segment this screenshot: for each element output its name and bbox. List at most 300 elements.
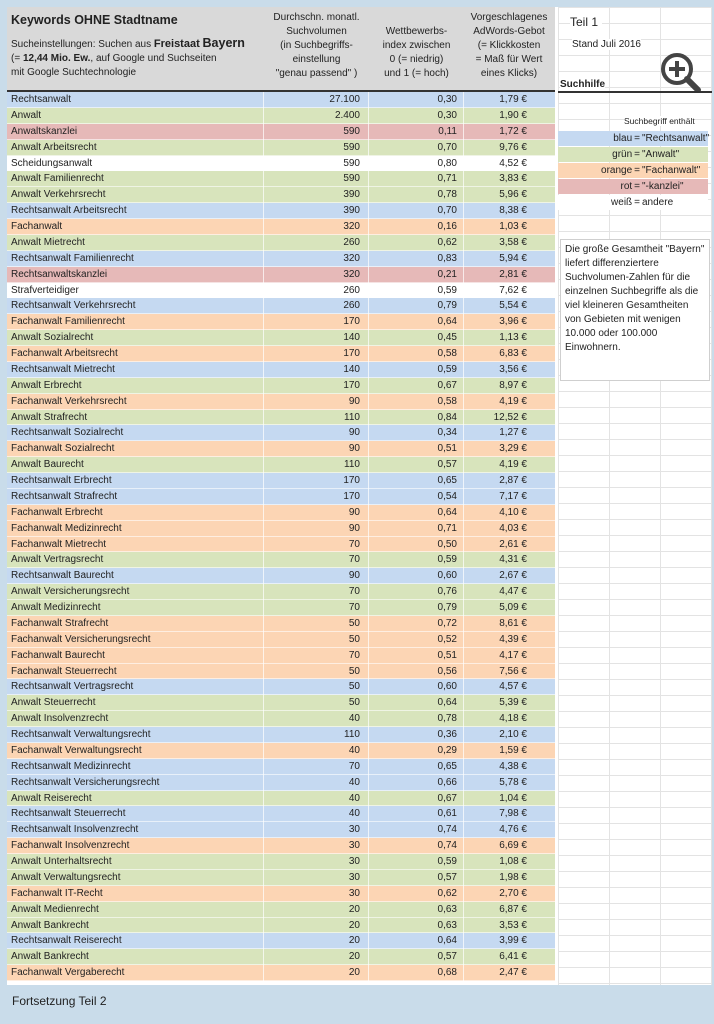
competition-cell: 0,65	[437, 475, 457, 486]
volume-cell: 140	[343, 363, 360, 375]
table-row	[7, 870, 555, 886]
competition-cell: 0,63	[437, 919, 457, 931]
keyword-cell: Rechtsanwalt Reiserecht	[11, 935, 122, 947]
cpc-cell: 4,10 €	[499, 506, 527, 518]
table-row	[7, 156, 555, 172]
table-row	[7, 775, 555, 791]
column-header-line: Durchschn. monatl.	[273, 12, 360, 23]
legend-key-text: rot	[620, 181, 633, 192]
cpc-cell: 3,83 €	[499, 173, 527, 185]
competition-cell: 0,64	[437, 506, 457, 518]
table-row	[7, 552, 555, 568]
volume-cell: 110	[344, 729, 360, 740]
technology-info: mit Google Suchtechnologie	[11, 67, 137, 78]
keyword-cell: Fachanwalt Medizinrecht	[11, 522, 122, 534]
competition-cell: 0,45	[437, 332, 457, 344]
column-divider	[368, 92, 369, 985]
keyword-cell: Anwalt Versicherungsrecht	[11, 586, 130, 598]
legend-key-text: blau	[613, 133, 633, 144]
competition-cell: 0,70	[437, 205, 457, 217]
competition-cell: 0,36	[437, 729, 457, 740]
cpc-cell: 1,98 €	[499, 871, 527, 883]
keyword-cell: Fachanwalt Familienrecht	[11, 316, 125, 328]
zoom-in-icon[interactable]	[658, 51, 702, 95]
keyword-cell: Anwalt Verwaltungsrecht	[11, 871, 121, 883]
keyword-cell: Anwalt Verkehrsrecht	[11, 189, 106, 201]
keyword-cell: Rechtsanwalt Verkehrsrecht	[11, 300, 136, 312]
cpc-cell: 6,41 €	[499, 951, 527, 963]
competition-cell: 0,16	[437, 221, 457, 232]
keyword-cell: Rechtsanwalt Erbrecht	[11, 475, 112, 486]
volume-cell: 20	[348, 903, 360, 915]
cpc-cell: 5,78 €	[499, 776, 527, 788]
competition-cell: 0,71	[437, 173, 457, 185]
cpc-cell: 5,09 €	[499, 602, 527, 613]
keyword-cell: Rechtsanwalt Medizinrecht	[11, 760, 131, 772]
cpc-cell: 7,62 €	[499, 284, 527, 296]
volume-cell: 40	[348, 792, 360, 804]
table-row	[7, 521, 555, 537]
volume-cell: 140	[343, 332, 360, 344]
volume-cell: 70	[348, 602, 360, 613]
table-row	[7, 584, 555, 600]
column-header-line: eines Klicks)	[480, 68, 538, 79]
cpc-cell: 2,10 €	[499, 729, 527, 740]
volume-cell: 90	[348, 570, 360, 582]
competition-cell: 0,72	[437, 617, 457, 629]
cpc-cell: 2,47 €	[499, 967, 527, 979]
column-header-cpc	[464, 11, 554, 81]
volume-cell: 320	[343, 252, 360, 264]
keyword-cell: Anwalt Medizinrecht	[11, 602, 101, 613]
competition-cell: 0,78	[437, 189, 457, 201]
keyword-cell: Rechtsanwalt Arbeitsrecht	[11, 205, 127, 217]
legend-equals: =	[634, 181, 640, 192]
legend-value: andere	[642, 197, 674, 208]
volume-cell: 20	[348, 967, 360, 979]
table-row	[7, 632, 555, 648]
cpc-cell: 4,18 €	[499, 713, 527, 725]
competition-cell: 0,58	[437, 395, 457, 407]
volume-cell: 170	[343, 475, 360, 486]
column-header-line: und 1 (= hoch)	[384, 68, 449, 79]
page-title: Keywords OHNE Stadtname	[11, 13, 178, 27]
volume-cell: 590	[343, 141, 360, 153]
volume-cell: 30	[348, 856, 360, 867]
legend-item	[558, 195, 708, 210]
competition-cell: 0,57	[437, 459, 457, 471]
keyword-cell: Anwalt Vertragsrecht	[11, 554, 104, 566]
cpc-cell: 4,19 €	[499, 459, 527, 471]
cpc-cell: 1,27 €	[499, 427, 527, 439]
competition-cell: 0,59	[437, 856, 457, 867]
cpc-cell: 2,87 €	[499, 475, 527, 486]
volume-cell: 90	[348, 506, 360, 518]
volume-cell: 70	[348, 538, 360, 550]
competition-cell: 0,62	[437, 887, 457, 899]
competition-cell: 0,59	[437, 363, 457, 375]
legend-key-text: grün	[612, 149, 633, 160]
keyword-cell: Fachanwalt Versicherungsrecht	[11, 633, 151, 645]
cpc-cell: 4,19 €	[499, 395, 527, 407]
table-row	[7, 140, 555, 156]
volume-cell: 30	[348, 824, 360, 836]
competition-cell: 0,30	[437, 109, 457, 121]
volume-cell: 20	[348, 951, 360, 963]
table-row	[7, 695, 555, 711]
keyword-cell: Fachanwalt	[11, 221, 63, 232]
volume-cell: 590	[343, 173, 360, 185]
table-row	[7, 568, 555, 584]
table-row	[7, 219, 555, 235]
table-row	[7, 394, 555, 410]
volume-cell: 260	[343, 284, 360, 296]
competition-cell: 0,74	[437, 840, 457, 852]
competition-cell: 0,11	[438, 125, 457, 137]
table-row	[7, 251, 555, 267]
cpc-cell: 1,08 €	[499, 856, 527, 867]
cpc-cell: 7,98 €	[499, 808, 527, 820]
competition-cell: 0,74	[437, 824, 457, 836]
cpc-cell: 1,90 €	[499, 109, 527, 121]
cpc-cell: 8,97 €	[499, 379, 527, 391]
cpc-cell: 1,03 €	[499, 221, 527, 232]
column-header-line: "genau passend" )	[275, 68, 358, 79]
keyword-cell: Fachanwalt Baurecht	[11, 649, 105, 661]
cpc-cell: 8,61 €	[499, 617, 527, 629]
keyword-cell: Anwalt Bankrecht	[11, 951, 89, 963]
cpc-cell: 4,52 €	[499, 157, 527, 169]
keyword-cell: Fachanwalt Strafrecht	[11, 617, 109, 629]
volume-cell: 590	[343, 125, 360, 137]
competition-cell: 0,30	[437, 94, 457, 105]
competition-cell: 0,63	[437, 903, 457, 915]
cpc-cell: 2,70 €	[499, 887, 527, 899]
keyword-cell: Fachanwalt Arbeitsrecht	[11, 348, 118, 359]
keyword-cell: Rechtsanwalt Baurecht	[11, 570, 114, 582]
keyword-cell: Anwalt Insolvenzrecht	[11, 713, 109, 725]
table-row	[7, 187, 555, 203]
competition-cell: 0,54	[437, 490, 457, 502]
keyword-cell: Anwalt Arbeitsrecht	[11, 141, 97, 153]
legend-equals: =	[634, 197, 640, 208]
volume-cell: 20	[348, 935, 360, 947]
table-row	[7, 283, 555, 299]
keyword-table	[7, 92, 555, 981]
volume-cell: 90	[348, 522, 360, 534]
cpc-cell: 1,13 €	[499, 332, 527, 344]
table-row	[7, 108, 555, 124]
spreadsheet-page	[7, 7, 712, 985]
table-row	[7, 473, 555, 489]
table-row	[7, 330, 555, 346]
cpc-cell: 3,58 €	[499, 236, 527, 248]
table-row	[7, 679, 555, 695]
volume-cell: 260	[343, 300, 360, 312]
volume-cell: 70	[348, 649, 360, 661]
keyword-cell: Fachanwalt IT-Recht	[11, 887, 103, 899]
competition-cell: 0,59	[437, 284, 457, 296]
cpc-cell: 4,39 €	[499, 633, 527, 645]
competition-cell: 0,65	[437, 760, 457, 772]
competition-cell: 0,57	[437, 871, 457, 883]
keyword-cell: Fachanwalt Vergaberecht	[11, 967, 125, 979]
cpc-cell: 7,56 €	[499, 665, 527, 677]
keyword-cell: Anwalt Steuerrecht	[11, 697, 96, 709]
cpc-cell: 2,81 €	[499, 268, 527, 280]
competition-cell: 0,62	[437, 236, 457, 248]
table-row	[7, 806, 555, 822]
column-header-line: = Maß für Wert	[475, 54, 543, 65]
divider	[558, 91, 712, 93]
table-row	[7, 410, 555, 426]
competition-cell: 0,56	[437, 665, 457, 677]
column-header-line: AdWords-Gebot	[473, 26, 545, 37]
volume-cell: 170	[343, 490, 360, 502]
legend-equals: =	[634, 149, 640, 160]
volume-cell: 30	[348, 871, 360, 883]
competition-cell: 0,83	[437, 252, 457, 264]
table-row	[7, 124, 555, 140]
cpc-cell: 6,87 €	[499, 903, 527, 915]
volume-cell: 40	[348, 808, 360, 820]
volume-cell: 170	[343, 348, 360, 359]
table-row	[7, 600, 555, 616]
cpc-cell: 1,79 €	[499, 94, 527, 105]
keyword-cell: Rechtsanwalt Strafrecht	[11, 490, 118, 502]
cpc-cell: 5,94 €	[499, 252, 527, 264]
table-row	[7, 314, 555, 330]
cpc-cell: 8,38 €	[499, 205, 527, 217]
keyword-cell: Fachanwalt Insolvenzrecht	[11, 840, 130, 852]
cpc-cell: 5,39 €	[499, 697, 527, 709]
column-divider	[263, 92, 264, 985]
keyword-cell: Fachanwalt Erbrecht	[11, 506, 103, 518]
column-header-line: index zwischen	[382, 40, 451, 51]
cpc-cell: 9,76 €	[499, 141, 527, 153]
competition-cell: 0,71	[437, 522, 457, 534]
table-row	[7, 505, 555, 521]
column-header-line: Suchvolumen	[286, 26, 347, 37]
column-header-line: 0 (= niedrig)	[389, 54, 444, 65]
cpc-cell: 1,72 €	[499, 125, 527, 137]
cpc-cell: 5,54 €	[499, 300, 527, 312]
cpc-cell: 6,83 €	[499, 348, 527, 359]
competition-cell: 0,80	[437, 157, 457, 169]
keyword-cell: Fachanwalt Sozialrecht	[11, 443, 115, 455]
cpc-cell: 7,17 €	[499, 490, 527, 502]
cpc-cell: 3,29 €	[499, 443, 527, 455]
table-header	[7, 7, 555, 92]
cpc-cell: 6,69 €	[499, 840, 527, 852]
cpc-cell: 4,47 €	[499, 586, 527, 598]
competition-cell: 0,29	[437, 744, 457, 756]
keyword-cell: Fachanwalt Mietrecht	[11, 538, 107, 550]
volume-cell: 50	[348, 681, 360, 693]
table-row	[7, 822, 555, 838]
keyword-cell: Anwaltskanzlei	[11, 125, 78, 137]
competition-cell: 0,59	[437, 554, 457, 566]
volume-cell: 20	[348, 919, 360, 931]
column-header-line: einstellung	[292, 54, 341, 65]
table-row	[7, 743, 555, 759]
volume-cell: 390	[343, 205, 360, 217]
table-row	[7, 854, 555, 870]
volume-cell: 50	[348, 617, 360, 629]
table-row	[7, 362, 555, 378]
competition-cell: 0,64	[437, 697, 457, 709]
legend-key-text: orange	[601, 165, 633, 176]
keyword-cell: Anwalt Medienrecht	[11, 903, 99, 915]
keyword-cell: Rechtsanwalt Insolvenzrecht	[11, 824, 139, 836]
table-row	[7, 727, 555, 743]
legend-item	[558, 179, 708, 194]
volume-cell: 2.400	[334, 109, 360, 121]
table-row	[7, 918, 555, 934]
population-info: (= 12,44 Mio. Ew., auf Google und Suchseiten	[11, 53, 217, 64]
volume-cell: 260	[343, 236, 360, 248]
keyword-cell: Rechtsanwalt Steuerrecht	[11, 808, 126, 820]
cpc-cell: 1,59 €	[499, 744, 527, 756]
keyword-cell: Rechtsanwalt Vertragsrecht	[11, 681, 134, 693]
keyword-cell: Strafverteidiger	[11, 284, 79, 296]
keyword-cell: Anwalt Baurecht	[11, 459, 84, 471]
column-header-line: Vorgeschlagenes	[470, 12, 548, 23]
keyword-cell: Scheidungsanwalt	[11, 157, 93, 169]
competition-cell: 0,51	[437, 443, 457, 455]
competition-cell: 0,64	[437, 935, 457, 947]
volume-cell: 110	[344, 411, 360, 423]
competition-cell: 0,60	[437, 681, 457, 693]
competition-cell: 0,76	[437, 586, 457, 598]
keyword-cell: Anwalt Mietrecht	[11, 236, 85, 248]
volume-cell: 40	[348, 776, 360, 788]
keyword-cell: Rechtsanwalt	[11, 94, 72, 105]
cpc-cell: 3,56 €	[499, 363, 527, 375]
cpc-cell: 4,17 €	[499, 649, 527, 661]
table-row	[7, 537, 555, 553]
keyword-cell: Rechtsanwalt Mietrecht	[11, 363, 115, 375]
volume-cell: 90	[348, 443, 360, 455]
keyword-cell: Rechtsanwalt Sozialrecht	[11, 427, 124, 439]
volume-cell: 40	[348, 713, 360, 725]
table-row	[7, 489, 555, 505]
help-title: Suchhilfe	[560, 79, 606, 90]
legend-title: Suchbegriff enthält	[624, 116, 695, 126]
keyword-cell: Rechtsanwaltskanzlei	[11, 268, 108, 280]
competition-cell: 0,61	[437, 808, 457, 820]
table-row	[7, 378, 555, 394]
volume-cell: 50	[348, 697, 360, 709]
keyword-cell: Anwalt Strafrecht	[11, 411, 88, 423]
table-row	[7, 346, 555, 362]
volume-cell: 70	[348, 760, 360, 772]
table-row	[7, 298, 555, 314]
part-label: Teil 1	[570, 15, 602, 29]
competition-cell: 0,67	[437, 792, 457, 804]
table-row	[7, 791, 555, 807]
keyword-cell: Fachanwalt Verwaltungsrecht	[11, 744, 142, 756]
column-header-volume	[264, 11, 369, 81]
volume-cell: 50	[348, 665, 360, 677]
table-row	[7, 664, 555, 680]
legend-value: "-kanzlei"	[642, 181, 684, 192]
volume-cell: 70	[348, 586, 360, 598]
table-row	[7, 425, 555, 441]
date-label: Stand Juli 2016	[572, 39, 641, 50]
volume-cell: 170	[343, 379, 360, 391]
table-row	[7, 457, 555, 473]
column-header-line: Wettbewerbs-	[385, 26, 448, 37]
competition-cell: 0,79	[437, 300, 457, 312]
competition-cell: 0,60	[437, 570, 457, 582]
volume-cell: 90	[348, 395, 360, 407]
volume-cell: 70	[348, 554, 360, 566]
volume-cell: 170	[343, 316, 360, 328]
competition-cell: 0,67	[437, 379, 457, 391]
volume-cell: 40	[348, 744, 360, 756]
keyword-cell: Rechtsanwalt Versicherungsrecht	[11, 776, 160, 788]
cpc-cell: 3,53 €	[499, 919, 527, 931]
legend-equals: =	[634, 133, 640, 144]
competition-cell: 0,70	[437, 141, 457, 153]
keyword-cell: Anwalt Unterhaltsrecht	[11, 856, 112, 867]
cpc-cell: 4,57 €	[499, 681, 527, 693]
competition-cell: 0,84	[437, 411, 457, 423]
explanation-note: Die große Gesamtheit "Bayern" liefert differenziertere Suchvolumen-Zahlen für die einzelnen Suchbegriffe als die viel kleineren Gesamtheiten von Gebieten mit wenigen 10.000 oder 100.000 Einwohnern.	[560, 239, 710, 381]
table-row	[7, 92, 555, 108]
keyword-cell: Anwalt Bankrecht	[11, 919, 89, 931]
keyword-cell: Anwalt Familienrecht	[11, 173, 104, 185]
column-header-line: (= Klickkosten	[477, 40, 541, 51]
competition-cell: 0,66	[437, 776, 457, 788]
keyword-cell: Anwalt Reiserecht	[11, 792, 92, 804]
table-row	[7, 949, 555, 965]
legend-item	[558, 147, 708, 162]
cpc-cell: 3,99 €	[499, 935, 527, 947]
cpc-cell: 4,76 €	[499, 824, 527, 836]
table-row	[7, 838, 555, 854]
legend-value: "Fachanwalt"	[642, 165, 701, 176]
search-settings: Sucheinstellungen: Suchen aus Freistaat Bayern	[11, 36, 245, 50]
competition-cell: 0,79	[437, 602, 457, 613]
competition-cell: 0,34	[437, 427, 457, 439]
table-row	[7, 235, 555, 251]
legend-value: "Anwalt"	[642, 149, 680, 160]
cpc-cell: 5,96 €	[499, 189, 527, 201]
keyword-cell: Fachanwalt Verkehrsrecht	[11, 395, 127, 407]
volume-cell: 90	[348, 427, 360, 439]
table-row	[7, 441, 555, 457]
table-row	[7, 171, 555, 187]
volume-cell: 50	[348, 633, 360, 645]
competition-cell: 0,21	[437, 268, 457, 280]
column-divider	[463, 92, 464, 985]
table-row	[7, 203, 555, 219]
cpc-cell: 2,67 €	[499, 570, 527, 582]
competition-cell: 0,51	[437, 649, 457, 661]
table-row	[7, 933, 555, 949]
volume-cell: 320	[343, 268, 360, 280]
keyword-cell: Rechtsanwalt Familienrecht	[11, 252, 134, 264]
competition-cell: 0,57	[437, 951, 457, 963]
keyword-cell: Rechtsanwalt Verwaltungsrecht	[11, 729, 151, 740]
cpc-cell: 2,61 €	[499, 538, 527, 550]
cpc-cell: 3,96 €	[499, 316, 527, 328]
competition-cell: 0,52	[437, 633, 457, 645]
table-row	[7, 902, 555, 918]
competition-cell: 0,78	[437, 713, 457, 725]
